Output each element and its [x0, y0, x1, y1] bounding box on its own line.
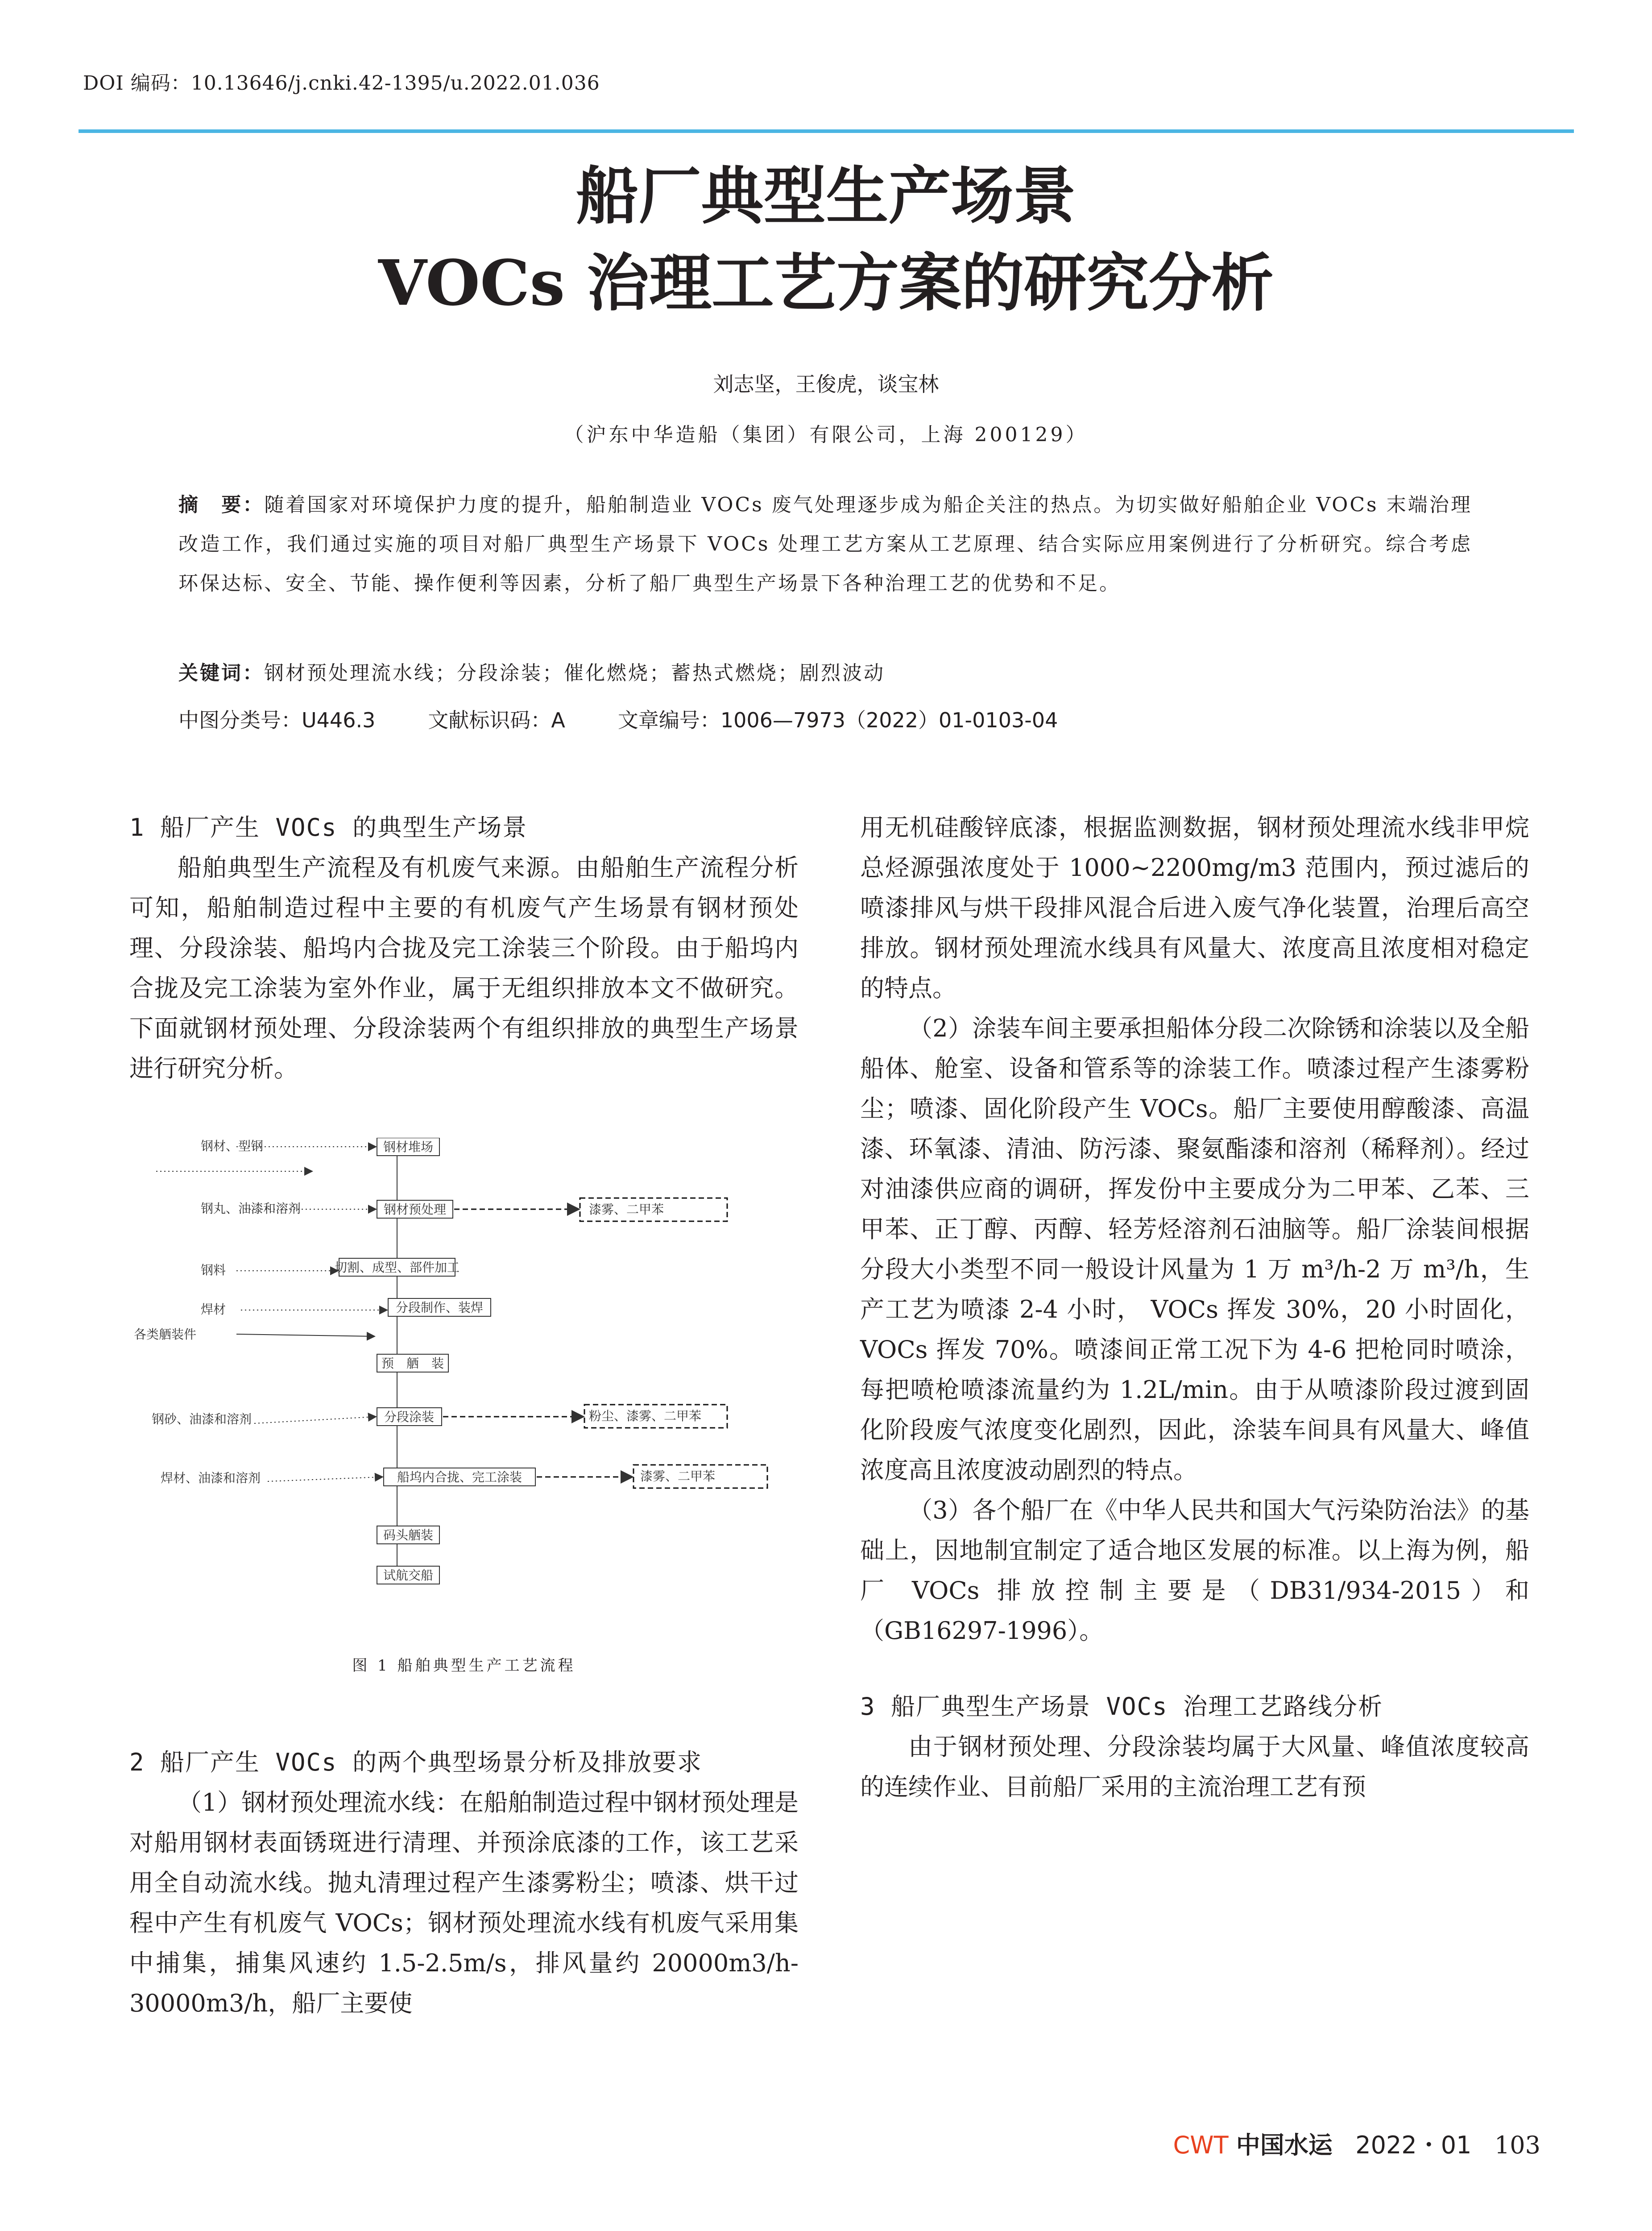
- section-2-paragraph-2: （2）涂装车间主要承担船体分段二次除锈和涂装以及全船船体、舱室、设备和管系等的涂装工作。喷漆过程产生漆雾粉尘；喷漆、固化阶段产生 VOCs。船厂主要使用醇酸漆、高温漆、环氧漆、清油、防污漆、聚氨酯漆和溶剂（稀释剂）。经过对油漆供应商的调研，挥发份中主要成分为二甲苯、乙苯、三甲苯、正丁醇、丙醇、轻芳烃溶剂石油脑等。船厂涂装间根据分段大小类型不同一般设计风量为 1 万 m³/h-2 万 m³/h，生产工艺为喷漆 2-4 小时， VOCs 挥发 30%，20 小时固化，VOCs 挥发 70%。喷漆间正常工况下为 4-6 把枪同时喷涂，每把喷枪喷漆流量约为 1.2L/min。由于从喷漆阶段过渡到固化阶段废气浓度变化剧烈，因此，涂装车间具有风量大、峰值浓度高且浓度波动剧烈的特点。: [860, 1014, 1529, 1484]
- section-2-paragraph-1: （1）钢材预处理流水线：在船舶制造过程中钢材预处理是对船用钢材表面锈斑进行清理、并预涂底漆的工作，该工艺采用全自动流水线。抛丸清理过程产生漆雾粉尘；喷漆、烘干过程中产生有机废气 VOCs；钢材预处理流水线有机废气采用集中捕集，捕集风速约 1.5-2.5m/s，排风量约 20000m3/h-30000m3/h，船厂主要使: [129, 1788, 799, 2017]
- step-label: 船坞内合拢、完工涂装: [397, 1470, 522, 1485]
- emission-label: 漆雾、二甲苯: [640, 1469, 716, 1484]
- section-3-paragraph-1: 由于钢材预处理、分段涂装均属于大风量、峰值浓度较高的连续作业、目前船厂采用的主流治理工艺有预: [860, 1733, 1529, 1801]
- input-label: 焊材: [201, 1302, 226, 1317]
- left-column-bottom: [129, 1742, 799, 2024]
- right-column: [860, 808, 1529, 1807]
- input-label: 钢丸、油漆和溶剂: [201, 1201, 301, 1216]
- section-1-heading: 1 船厂产生 VOCs 的典型生产场景: [129, 813, 528, 842]
- input-label: 钢材、型钢: [201, 1139, 264, 1153]
- section-1-paragraph: 船舶典型生产流程及有机废气来源。由船舶生产流程分析可知，船舶制造过程中主要的有机废气产生场景有钢材预处理、分段涂装、船坞内合拢及完工涂装三个阶段。由于船坞内合拢及完工涂装为室外作业，属于无组织排放本文不做研究。下面就钢材预处理、分段涂装两个有组织排放的典型生产场景进行研究分析。: [129, 854, 799, 1082]
- input-label: 钢砂、油漆和溶剂: [152, 1412, 252, 1427]
- issue-date: 2022・01: [1355, 2131, 1472, 2159]
- emission-label: 粉尘、漆雾、二甲苯: [589, 1409, 702, 1423]
- emission-boxes: [580, 1198, 767, 1488]
- step-label: 分段涂装: [384, 1410, 435, 1424]
- paragraph-continued: 用无机硅酸锌底漆，根据监测数据，钢材预处理流水线非甲烷总烃源强浓度处于 1000~2200mg/m3 范围内，预过滤后的喷漆排风与烘干段排风混合后进入废气净化装置，治理后高空排放。钢材预处理流水线具有风量大、浓度高且浓度相对稳定的特点。: [860, 813, 1529, 1002]
- abstract: [178, 485, 1472, 603]
- clc-number: 中图分类号：U446.3: [178, 708, 376, 732]
- figure-caption: 图 1 船舶典型生产工艺流程: [352, 1657, 576, 1675]
- keywords: [178, 657, 885, 685]
- step-label: 切割、成型、部件加工: [334, 1260, 460, 1275]
- flowchart-emission-labels: [589, 1202, 715, 1484]
- page-number: 103: [1494, 2131, 1540, 2159]
- header-divider: [79, 129, 1574, 133]
- step-label: 码头舾装: [383, 1528, 434, 1543]
- abstract-label: 摘 要：: [178, 493, 265, 516]
- article-number: 文章编号：1006—7973（2022）01-0103-04: [617, 708, 1058, 732]
- title-line-1: 船厂典型生产场景: [576, 160, 1076, 233]
- authors: 刘志坚，王俊虎，谈宝林: [713, 372, 939, 396]
- step-label: 试航交船: [383, 1568, 434, 1583]
- brand-logo: CWT: [1173, 2131, 1229, 2159]
- document-code: 文献标识码：A: [428, 708, 565, 732]
- classification-line: [178, 704, 1058, 734]
- emission-label: 漆雾、二甲苯: [589, 1202, 664, 1217]
- flow-arrows: [236, 1334, 375, 1336]
- emission-arrows: [443, 1209, 633, 1477]
- input-label: 钢料: [201, 1263, 226, 1277]
- step-label: 钢材堆场: [383, 1140, 434, 1154]
- flowchart-step-labels: [335, 1140, 522, 1583]
- step-label: 预 舾 装: [381, 1356, 444, 1371]
- input-label: 焊材、油漆和溶剂: [161, 1471, 261, 1485]
- input-label: 各类舾装件: [134, 1327, 197, 1342]
- magazine-name: 中国水运: [1236, 2131, 1333, 2159]
- abstract-text: 随着国家对环境保护力度的提升，船舶制造业 VOCs 废气处理逐步成为船企关注的热点。为切实做好船舶企业 VOCs 末端治理改造工作，我们通过实施的项目对船厂典型生产场景下 VOCs 处理工艺方案从工艺原理、结合实际应用案例进行了分析研究。综合考虑环保达标、安全、节能、操作便利等因素，分析了船厂典型生产场景下各种治理工艺的优势和不足。: [178, 493, 1472, 595]
- page-footer: [1173, 2126, 1540, 2161]
- title-line-2: VOCs 治理工艺方案的研究分析: [378, 247, 1274, 320]
- section-2-paragraph-3: （3）各个船厂在《中华人民共和国大气污染防治法》的基础上，因地制宜制定了适合地区发展的标准。以上海为例，船厂 VOCs 排放控制主要是（DB31/934-2015）和（GB16297-1996）。: [860, 1496, 1529, 1645]
- flowchart-input-labels: [134, 1139, 301, 1485]
- affiliation: （沪东中华造船（集团）有限公司，上海 200129）: [564, 423, 1088, 446]
- step-label: 钢材预处理: [383, 1202, 447, 1217]
- keywords-label: 关键词：: [178, 662, 264, 684]
- doi: DOI 编码：10.13646/j.cnki.42-1395/u.2022.01.036: [83, 72, 600, 95]
- keywords-text: 钢材预处理流水线；分段涂装；催化燃烧；蓄热式燃烧；剧烈波动: [264, 662, 885, 684]
- section-2-heading: 2 船厂产生 VOCs 的两个典型场景分析及排放要求: [129, 1748, 703, 1776]
- step-label: 分段制作、装焊: [395, 1300, 484, 1315]
- section-3-heading: 3 船厂典型生产场景 VOCs 治理工艺路线分析: [860, 1692, 1383, 1721]
- input-arrows: [156, 1147, 387, 1481]
- left-column-top: [129, 808, 799, 1089]
- process-flowchart: [134, 1138, 794, 1597]
